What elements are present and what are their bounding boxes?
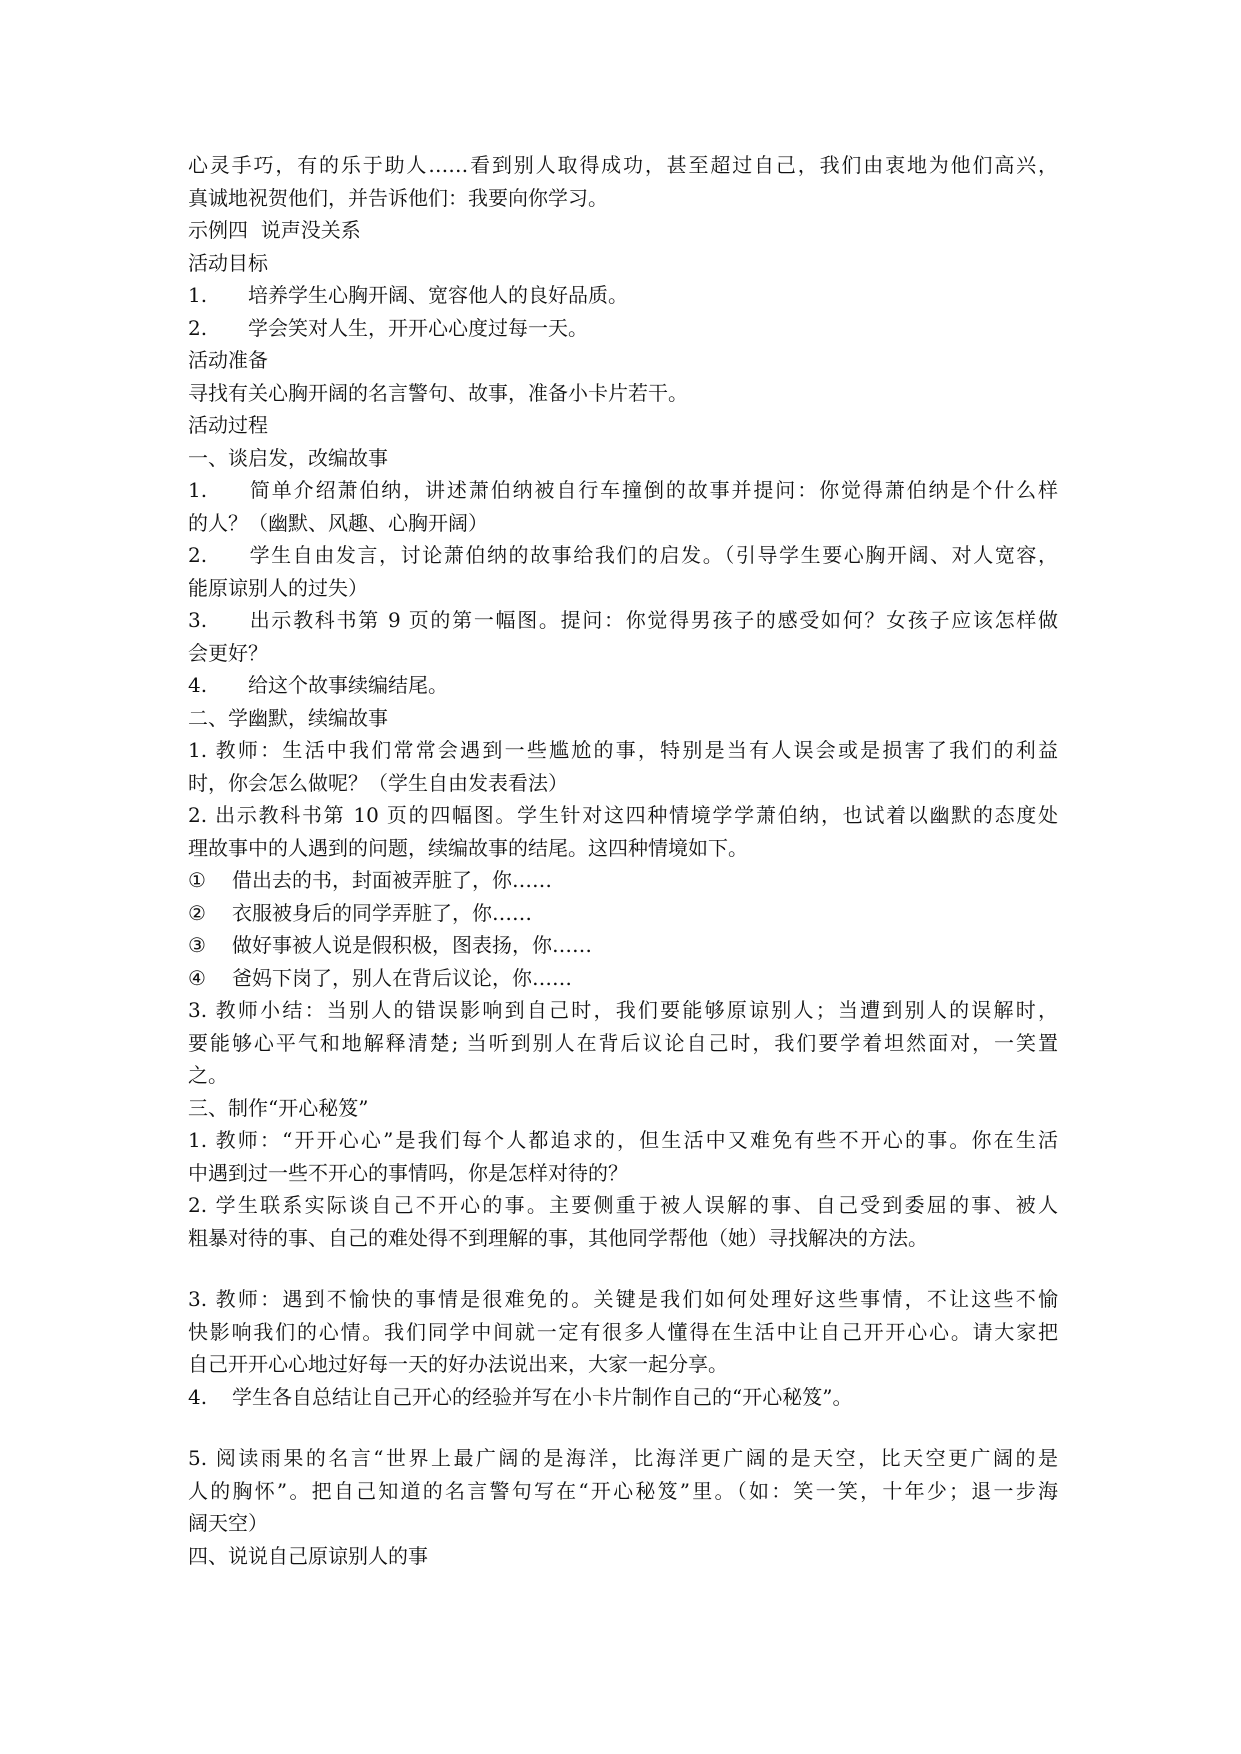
list-item [188,474,1058,507]
text-line: 时，你会怎么做呢？（学生自由发表看法） [188,770,568,795]
section-title: 示例四 说声没关系 [188,218,361,242]
list-item-text: 学会笑对人生，开开心心度过每一天。 [248,315,588,340]
text-line: 之。 [188,1063,228,1087]
list-item-text: 学生自由发言，讨论萧伯纳的故事给我们的启发。（引导学生要心胸开阔、对人宽容， [248,543,1058,567]
circled-number: ① [188,868,206,892]
scenario-text: 衣服被身后的同学弄脏了，你…… [232,900,532,925]
text-line: 阔天空） [188,1511,268,1535]
list-item-text: 学生各自总结让自己开心的经验并写在小卡片制作自己的“开心秘笈”。 [232,1384,853,1409]
subheading: 活动准备 [188,348,268,372]
part-heading: 一、谈启发，改编故事 [188,445,388,470]
text-line: 理故事中的人遇到的问题，续编故事的结尾。这四种情境如下。 [188,835,748,860]
circled-number: ④ [188,965,206,990]
list-number: 1. [188,478,208,502]
circled-number: ③ [188,933,206,957]
list-number: 1. [188,283,208,307]
text-line: 真诚地祝贺他们，并告诉他们：我要向你学习。 [188,185,608,210]
scenario-item [188,897,1058,930]
text-line: 3. 教师小结：当别人的错误影响到自己时，我们要能够原谅别人；当遭到别人的误解时， [188,998,1058,1022]
text-line: 要能够心平气和地解释清楚; 当听到别人在背后议论自己时，我们要学着坦然面对，一笑置 [188,1030,1058,1055]
text-line: 寻找有关心胸开阔的名言警句、故事，准备小卡片若干。 [188,380,688,405]
scenario-text: 借出去的书，封面被弄脏了，你…… [232,868,552,892]
text-line: 中遇到过一些不开心的事情吗，你是怎样对待的？ [188,1160,628,1185]
part-heading: 三、制作“开心秘笈” [188,1095,369,1120]
text-line: 能原谅别人的过失） [188,575,368,600]
part-heading: 四、说说自己原谅别人的事 [188,1543,428,1568]
text-line: 会更好？ [188,640,268,665]
list-item [188,1381,1058,1414]
text-line: 1. 教师：生活中我们常常会遇到一些尴尬的事，特别是当有人误会或是损害了我们的利益 [188,738,1058,762]
blank-line [188,1254,1058,1283]
list-item [188,604,1058,637]
text-line: 心灵手巧，有的乐于助人……看到别人取得成功，甚至超过自己，我们由衷地为他们高兴， [188,153,1058,177]
list-item [188,279,1058,312]
scenario-item [188,962,1058,995]
subheading: 活动目标 [188,250,268,275]
list-item-text: 培养学生心胸开阔、宽容他人的良好品质。 [248,283,628,307]
list-item-text: 给这个故事续编结尾。 [248,673,448,697]
text-line: 1. 教师：“开开心心”是我们每个人都追求的，但生活中又难免有些不开心的事。你在生活 [188,1128,1058,1152]
list-item [188,539,1058,572]
document-page [188,149,1058,1572]
list-number: 2. [188,315,208,340]
scenario-item [188,864,1058,897]
text-line: 粗暴对待的事、自己的难处得不到理解的事，其他同学帮他（她）寻找解决的方法。 [188,1225,928,1250]
subheading: 活动过程 [188,413,268,437]
text-line: 快影响我们的心情。我们同学中间就一定有很多人懂得在生活中让自己开开心心。请大家把 [188,1319,1058,1344]
list-item [188,312,1058,345]
text-line: 3. 教师：遇到不愉快的事情是很难免的。关键是我们如何处理好这些事情，不让这些不愉 [188,1287,1058,1311]
scenario-text: 做好事被人说是假积极，图表扬，你…… [232,933,592,957]
part-heading: 二、学幽默，续编故事 [188,705,388,730]
text-line: 5. 阅读雨果的名言“世界上最广阔的是海洋，比海洋更广阔的是天空，比天空更广阔的是 [188,1446,1058,1470]
list-number: 2. [188,543,208,567]
list-number: 4. [188,673,208,697]
blank-line [188,1413,1058,1442]
circled-number: ② [188,900,206,925]
scenario-text: 爸妈下岗了，别人在背后议论，你…… [232,965,572,990]
text-line: 人的胸怀”。把自己知道的名言警句写在“开心秘笈”里。（如：笑一笑，十年少；退一步海 [188,1478,1058,1503]
list-item-text: 简单介绍萧伯纳，讲述萧伯纳被自行车撞倒的故事并提问：你觉得萧伯纳是个什么样 [248,478,1058,502]
list-item [188,669,1058,702]
text-line: 自己开开心心地过好每一天的好办法说出来，大家一起分享。 [188,1352,728,1376]
scenario-item [188,929,1058,962]
list-item-text: 出示教科书第 9 页的第一幅图。提问：你觉得男孩子的感受如何？女孩子应该怎样做 [248,608,1058,632]
text-line: 2. 出示教科书第 10 页的四幅图。学生针对这四种情境学学萧伯纳，也试着以幽默的态度处 [188,803,1058,827]
text-line: 2. 学生联系实际谈自己不开心的事。主要侧重于被人误解的事、自己受到委屈的事、被人 [188,1193,1058,1217]
list-number: 4. [188,1384,208,1409]
list-number: 3. [188,608,208,632]
text-line: 的人？（幽默、风趣、心胸开阔） [188,510,488,535]
